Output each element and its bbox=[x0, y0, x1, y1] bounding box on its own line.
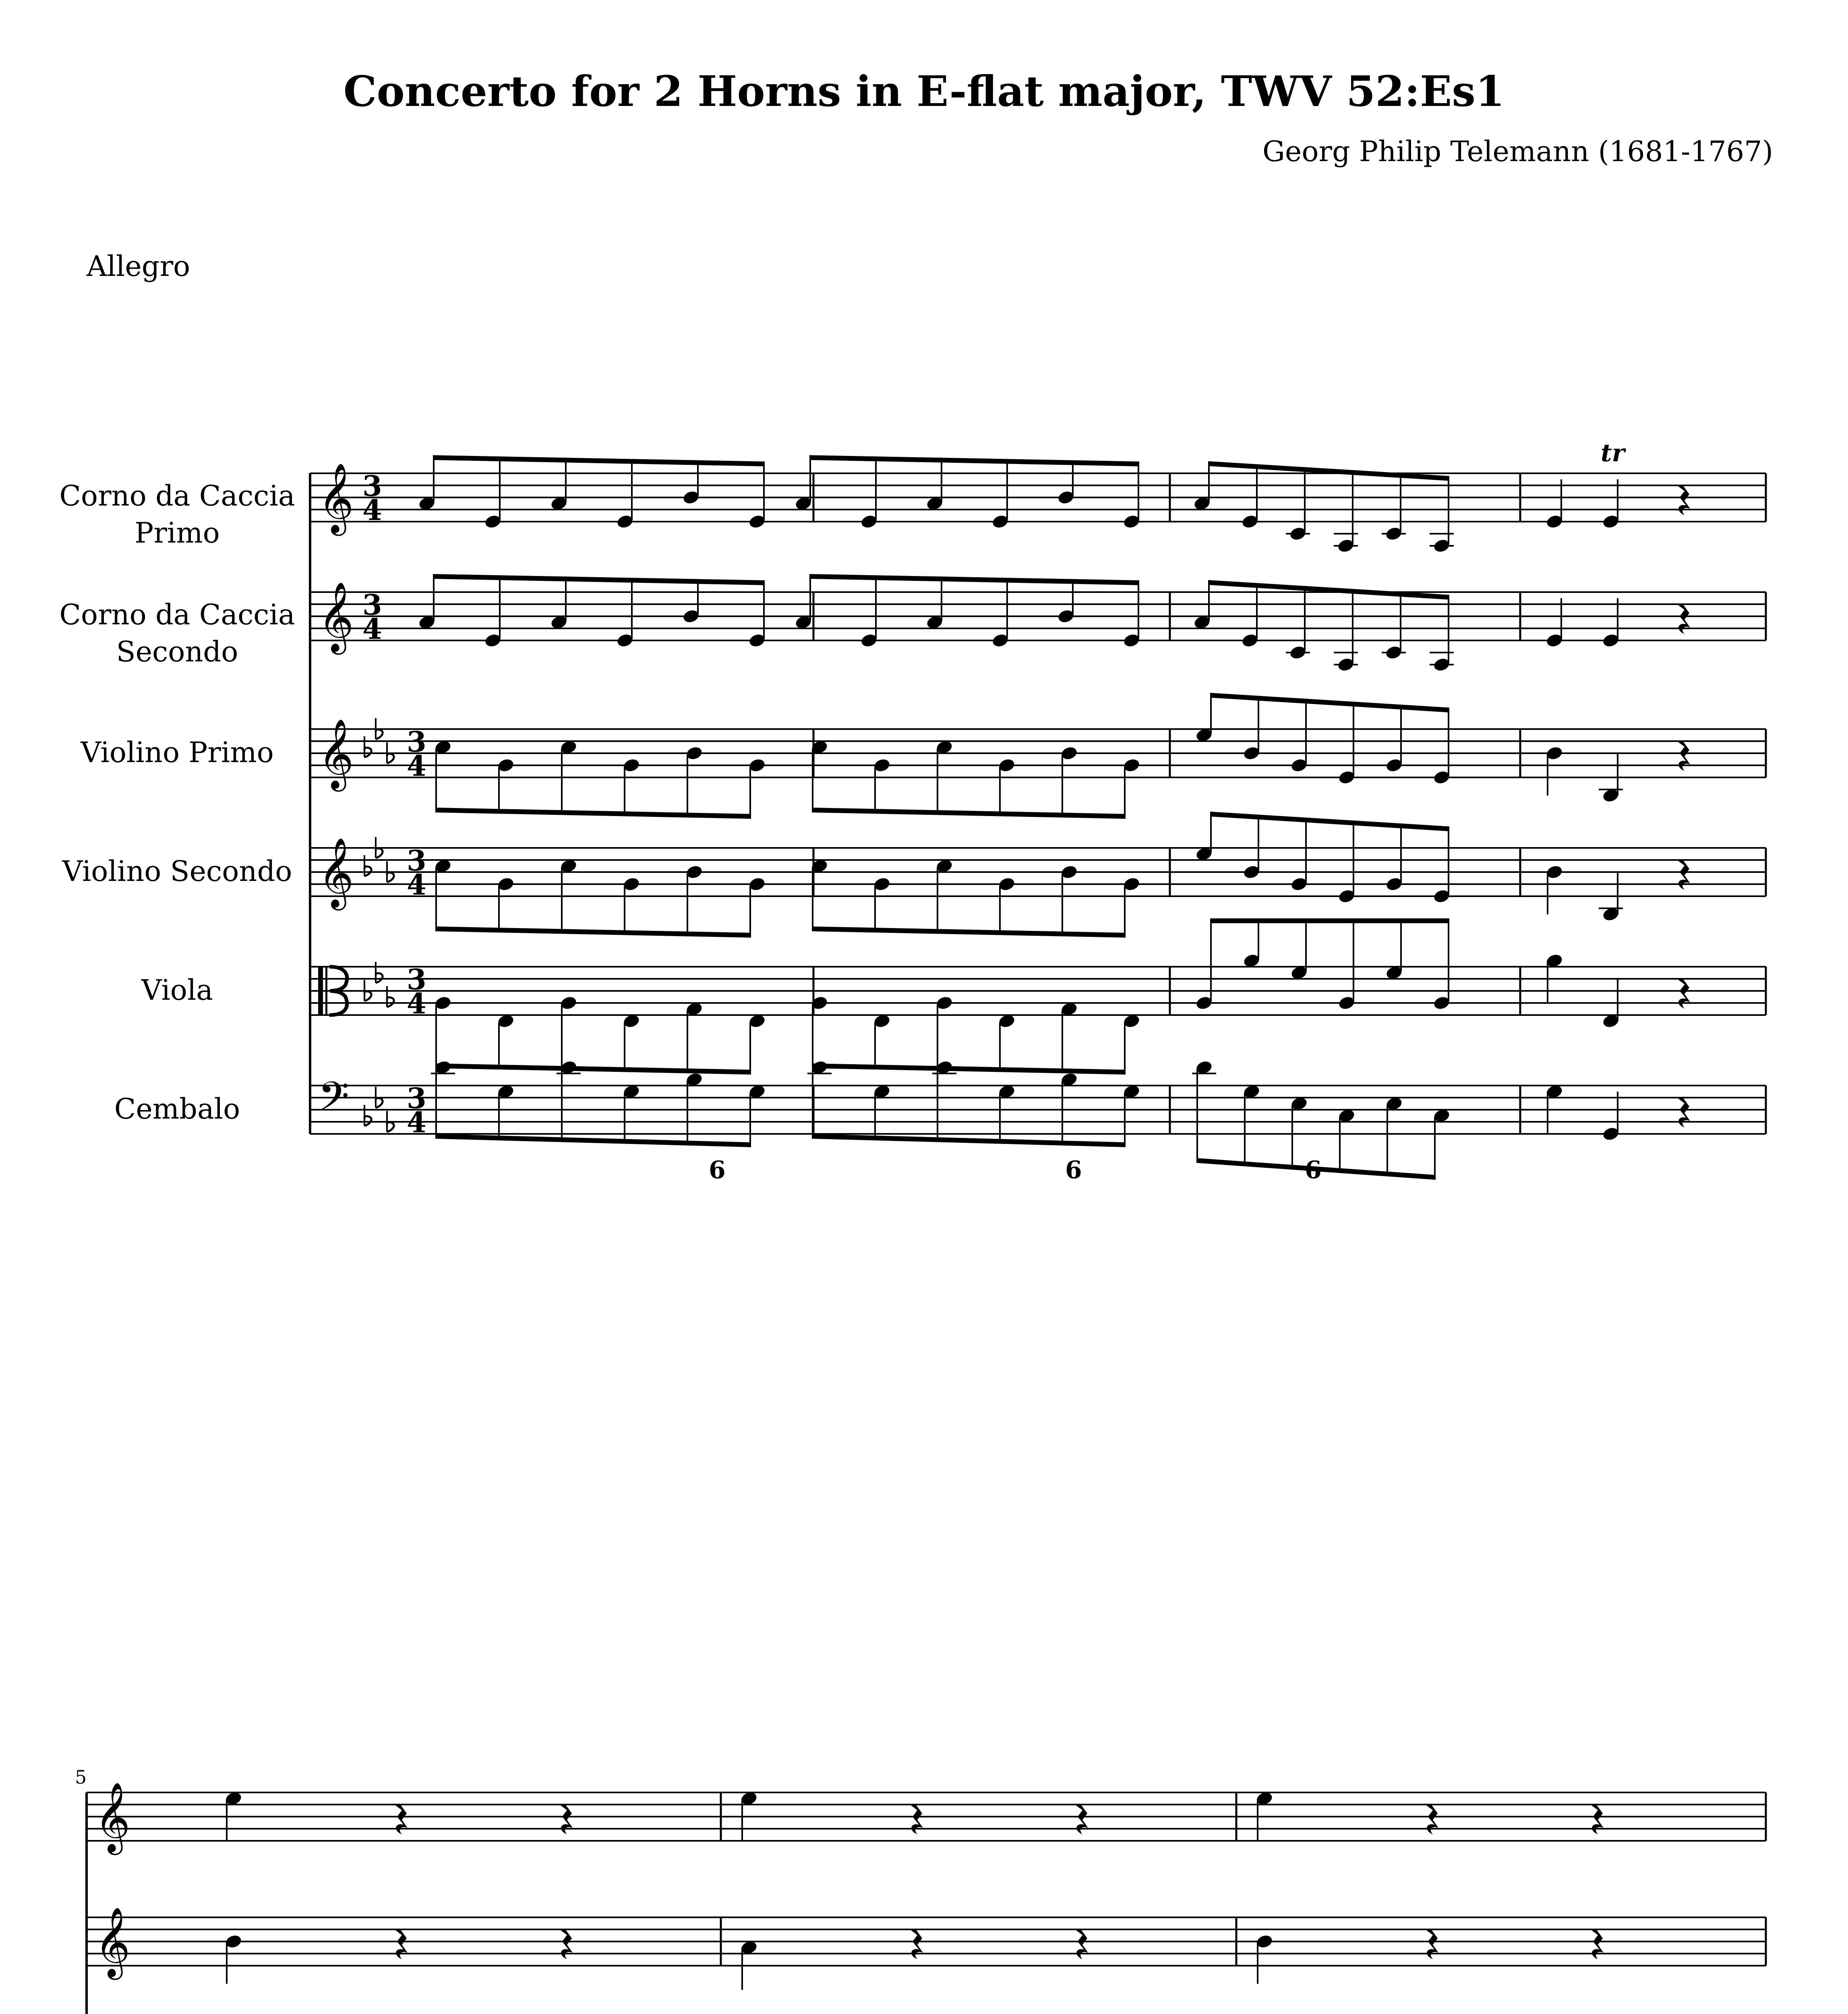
quarter-rest bbox=[911, 1929, 923, 1959]
quarter-rest bbox=[1076, 1805, 1088, 1834]
quarter-rest bbox=[561, 1805, 573, 1834]
quarter-rest bbox=[1678, 979, 1690, 1009]
quarter-rest bbox=[395, 1929, 408, 1959]
quarter-rest bbox=[1678, 1098, 1690, 1127]
tempo-marking: Allegro bbox=[87, 250, 190, 283]
treble-clef: 𝄞 bbox=[318, 719, 354, 789]
quarter-rest bbox=[1426, 1805, 1438, 1834]
key-flat bbox=[376, 1098, 383, 1108]
time-signature-denominator: 4 bbox=[407, 987, 426, 1020]
time-signature-denominator: 4 bbox=[407, 868, 426, 901]
figured-bass: 6 bbox=[1305, 1156, 1322, 1184]
quarter-rest bbox=[1678, 485, 1690, 515]
time-signature-denominator: 4 bbox=[407, 749, 426, 783]
note-beam bbox=[809, 574, 1139, 585]
instrument-label-cembalo: Cembalo bbox=[114, 1092, 240, 1125]
quarter-rest bbox=[1591, 1929, 1604, 1959]
time-signature-numerator: 3 bbox=[407, 844, 426, 877]
quarter-rest bbox=[561, 1929, 573, 1959]
note-beam bbox=[1210, 693, 1449, 713]
figured-bass: 6 bbox=[1065, 1156, 1082, 1184]
quarter-rest bbox=[1426, 1929, 1438, 1959]
note-beam bbox=[812, 1063, 1126, 1075]
quarter-rest bbox=[1591, 1805, 1604, 1834]
note-beam bbox=[812, 926, 1126, 938]
instrument-label-horn-1: Corno da Caccia Primo bbox=[59, 479, 295, 549]
note-beam bbox=[812, 1134, 1126, 1147]
quarter-rest bbox=[395, 1805, 408, 1834]
treble-clef: 𝄞 bbox=[95, 1782, 130, 1852]
time-signature-denominator: 4 bbox=[407, 1106, 426, 1139]
note-beam bbox=[1210, 918, 1449, 923]
key-flat bbox=[376, 729, 383, 739]
composer-credit: Georg Philip Telemann (1681-1767) bbox=[1262, 135, 1773, 168]
score-title: Concerto for 2 Horns in E-flat major, TWV 52:Es1 bbox=[343, 66, 1505, 116]
figured-bass: 6 bbox=[709, 1156, 726, 1184]
bass-clef: 𝄢 bbox=[318, 1073, 350, 1129]
instrument-label-viola: Viola bbox=[141, 974, 213, 1007]
note-beam bbox=[1210, 812, 1449, 831]
treble-clef: 𝄞 bbox=[318, 582, 354, 652]
quarter-rest bbox=[911, 1805, 923, 1834]
note-beam bbox=[435, 1063, 751, 1075]
note-beam bbox=[433, 574, 765, 585]
quarter-rest bbox=[1678, 860, 1690, 890]
note-beam bbox=[435, 926, 751, 938]
note-beam bbox=[809, 455, 1139, 466]
trill-mark: tr bbox=[1601, 439, 1625, 467]
note-beam bbox=[435, 1134, 751, 1147]
quarter-rest bbox=[1678, 604, 1690, 634]
time-signature-numerator: 3 bbox=[407, 1082, 426, 1115]
quarter-rest bbox=[1678, 741, 1690, 771]
alto-clef bbox=[318, 967, 323, 1015]
treble-clef: 𝄞 bbox=[318, 837, 354, 908]
note-beam bbox=[812, 808, 1126, 819]
note-beam bbox=[1208, 461, 1449, 481]
time-signature-numerator: 3 bbox=[407, 725, 426, 758]
treble-clef: 𝄞 bbox=[95, 1907, 130, 1977]
key-flat bbox=[387, 754, 394, 763]
key-flat bbox=[387, 1122, 394, 1132]
alto-clef bbox=[325, 967, 327, 1015]
instrument-label-violin-2: Violino Secondo bbox=[62, 855, 292, 888]
note-beam bbox=[1208, 580, 1449, 600]
key-flat bbox=[376, 848, 383, 858]
note-beam bbox=[433, 455, 765, 466]
key-flat bbox=[364, 991, 371, 1001]
note-beam bbox=[435, 808, 751, 819]
key-flat bbox=[387, 872, 394, 882]
time-signature-denominator: 4 bbox=[362, 612, 382, 646]
time-signature-numerator: 3 bbox=[362, 588, 382, 622]
treble-clef: 𝄞 bbox=[318, 463, 354, 533]
time-signature-numerator: 3 bbox=[362, 469, 382, 503]
time-signature-numerator: 3 bbox=[407, 963, 426, 996]
time-signature-denominator: 4 bbox=[362, 493, 382, 527]
quarter-rest bbox=[1076, 1929, 1088, 1959]
instrument-label-horn-2: Corno da Caccia Secondo bbox=[59, 598, 295, 668]
measure-number: 5 bbox=[75, 1766, 87, 1788]
instrument-label-violin-1: Violino Primo bbox=[81, 736, 274, 769]
